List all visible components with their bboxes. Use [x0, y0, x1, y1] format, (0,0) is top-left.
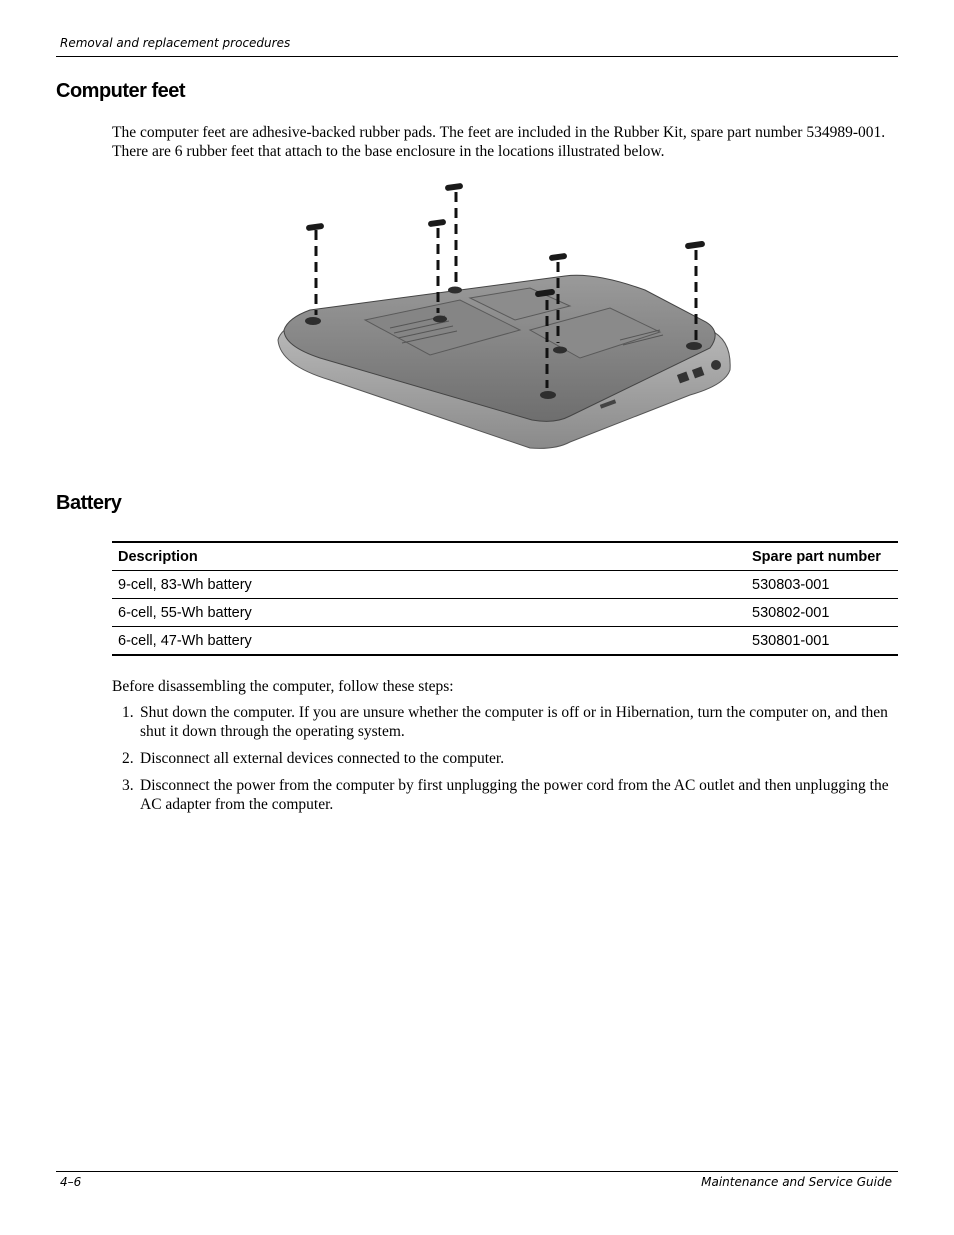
table-row: [112, 571, 898, 599]
list-item: [112, 749, 902, 768]
page-number: 4–6: [60, 1175, 82, 1189]
cell-spare-part-number: 530801-001: [752, 632, 830, 649]
table-header-row: [112, 542, 898, 571]
cell-description: 9-cell, 83-Wh battery: [118, 576, 252, 593]
cell-spare-part-number: 530803-001: [752, 576, 830, 593]
running-head: Removal and replacement procedures: [60, 36, 291, 50]
step-number: 2.: [122, 750, 134, 767]
step-text: Disconnect all external devices connected to the computer.: [140, 750, 505, 767]
step-text: Shut down the computer. If you are unsure whether the computer is off or in Hibernation, turn the computer on, and then shut it down through the operating system.: [140, 704, 888, 740]
step-number: 1.: [122, 704, 134, 721]
laptop-bottom-icon: [270, 180, 740, 460]
computer-feet-heading: Computer feet: [56, 80, 186, 102]
battery-steps-list: [112, 703, 902, 822]
computer-feet-paragraph: The computer feet are adhesive-backed rubber pads. The feet are included in the Rubber Kit, spare part number 534989-001. There are 6 rubber feet that attach to the base enclosure in the locations illustrated below.: [112, 124, 886, 160]
list-item: [112, 776, 902, 814]
table-row: [112, 627, 898, 656]
footer-rule: [56, 1171, 898, 1172]
battery-spare-parts-table: [112, 541, 898, 656]
cell-description: 6-cell, 55-Wh battery: [118, 604, 252, 621]
column-header-spare-part-number: Spare part number: [752, 548, 881, 565]
header-rule: [56, 56, 898, 57]
battery-intro: Before disassembling the computer, follow these steps:: [112, 678, 454, 695]
cell-description: 6-cell, 47-Wh battery: [118, 632, 252, 649]
laptop-feet-figure: [270, 180, 740, 460]
cell-spare-part-number: 530802-001: [752, 604, 830, 621]
list-item: [112, 703, 902, 741]
table-row: [112, 599, 898, 627]
column-header-description: Description: [118, 548, 198, 565]
step-number: 3.: [122, 777, 134, 794]
battery-heading: Battery: [56, 492, 122, 514]
guide-title: Maintenance and Service Guide: [701, 1175, 892, 1189]
step-text: Disconnect the power from the computer by first unplugging the power cord from the AC outlet and then unplugging the AC adapter from the computer.: [140, 777, 889, 813]
